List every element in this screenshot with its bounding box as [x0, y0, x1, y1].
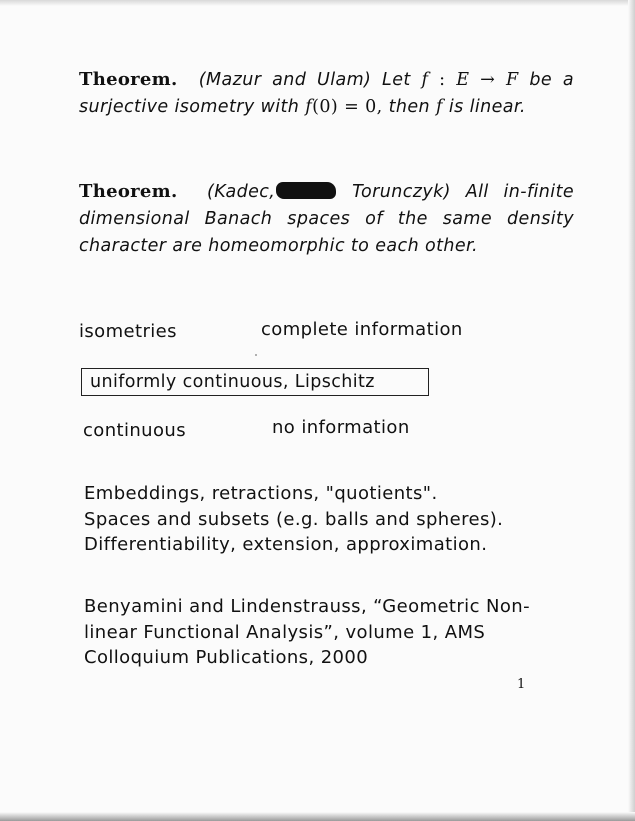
label-complete-information: complete information — [261, 319, 463, 340]
theorem-mazur-ulam — [79, 66, 574, 121]
label-no-information: no information — [272, 417, 410, 438]
boxed-uniformly-continuous: uniformly continuous, Lipschitz — [81, 368, 429, 396]
theorem-text-tail: is linear. — [448, 97, 526, 117]
label-continuous: continuous — [83, 420, 186, 441]
theorem-kadec — [79, 178, 574, 260]
topics-list — [84, 481, 579, 558]
reference — [84, 594, 579, 671]
math-f2: f — [435, 97, 443, 117]
math-colon: : — [428, 70, 457, 90]
reference-line: Benyamini and Lindenstrauss, “Geometric Non- — [84, 596, 530, 617]
label-isometries: isometries — [79, 321, 177, 342]
math-zero-expr: (0) = 0, — [312, 97, 383, 117]
math-arrow: → — [469, 70, 507, 90]
reference-line: linear Functional Analysis”, volume 1, AMS — [84, 621, 486, 643]
redaction-mark — [276, 182, 336, 199]
scan-edge-right — [628, 0, 635, 821]
topic-line: Differentiability, extension, approximation. — [84, 534, 488, 555]
math-F: F — [506, 70, 519, 90]
scan-edge-top — [0, 0, 635, 6]
math-f0: f — [305, 97, 313, 117]
theorem-text-then: then — [388, 97, 431, 117]
topic-line: Spaces and subsets (e.g. balls and spheres). — [84, 508, 504, 530]
theorem-text: Torunczyk) All in-finite dimensional Banach spaces of the same density character are homeomorphic to each other. — [79, 182, 574, 256]
math-f: f — [421, 70, 429, 90]
theorem-text-mid: be a surjective isometry with — [79, 70, 574, 117]
theorem-attribution: (Kadec, — [206, 182, 276, 202]
theorem-heading: Theorem. — [79, 69, 178, 90]
math-E: E — [456, 70, 470, 90]
topic-line: Embeddings, retractions, "quotients". — [84, 483, 438, 504]
scan-speck — [255, 354, 257, 356]
scan-edge-bottom — [0, 812, 635, 821]
theorem-attribution: (Mazur and Ulam) Let — [198, 70, 411, 90]
page-number: 1 — [517, 677, 526, 692]
theorem-heading: Theorem. — [79, 181, 178, 202]
reference-line: Colloquium Publications, 2000 — [84, 647, 369, 668]
